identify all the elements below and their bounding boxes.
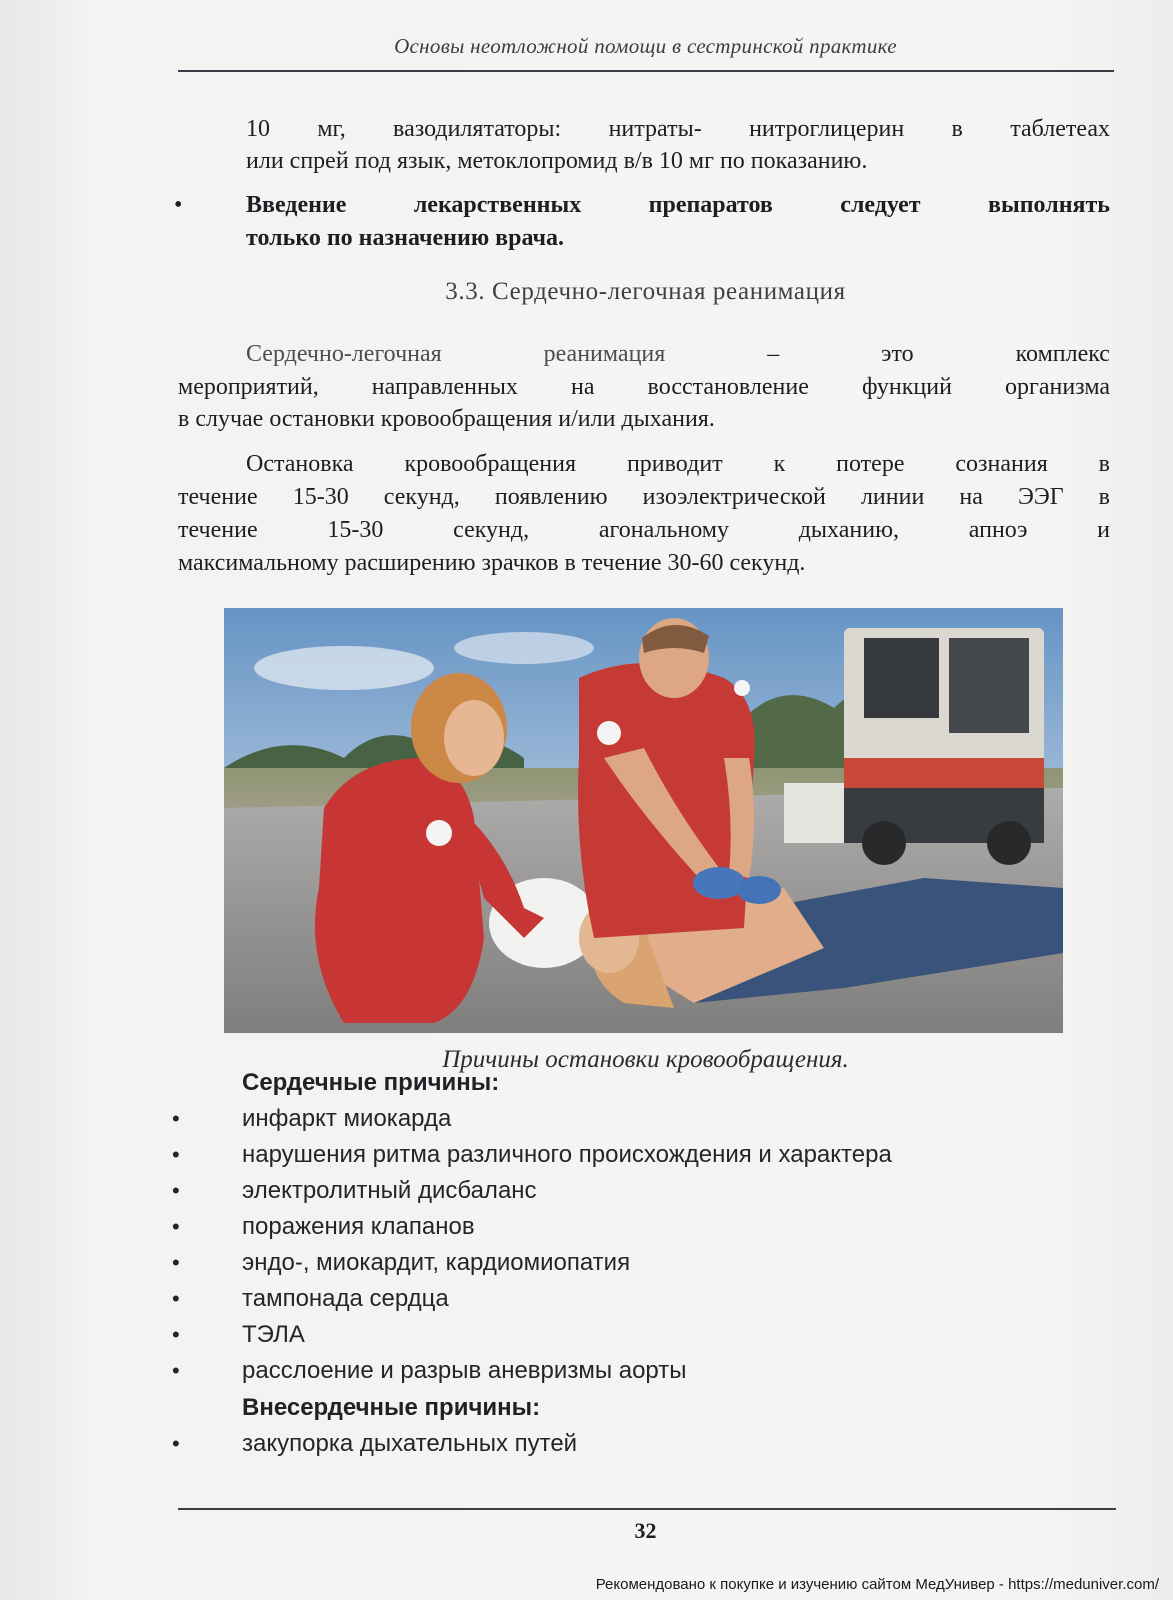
definition-dash: – xyxy=(767,341,780,367)
paragraph-2-line-3: течение 15-30 секунд, агональному дыханию, апноэ и xyxy=(178,517,1110,543)
definition-word-b: комплекс xyxy=(1015,341,1110,367)
list-bullet: • xyxy=(172,1431,180,1456)
cardiac-cause-item: электролитный дисбаланс xyxy=(242,1177,537,1204)
warning-line-2: только по назначению врача. xyxy=(246,225,565,251)
cardiac-cause-item: нарушения ритма различного происхождения и характера xyxy=(242,1141,892,1168)
list-bullet: • xyxy=(172,1286,180,1311)
paragraph-2-line-2: течение 15-30 секунд, появлению изоэлектрической линии на ЭЭГ в xyxy=(178,484,1110,510)
running-header: Основы неотложной помощи в сестринской практике xyxy=(394,34,897,58)
source-watermark: Рекомендовано к покупке и изучению сайтом МедУнивер - https://meduniver.com/ xyxy=(595,1576,1159,1593)
footer-divider xyxy=(178,1508,1116,1510)
paragraph-2-line-1: Остановка кровообращения приводит к потере сознания в xyxy=(246,451,1110,477)
cardiac-cause-item: инфаркт миокарда xyxy=(242,1105,452,1132)
warning-bullet: • xyxy=(174,192,183,218)
list-bullet: • xyxy=(172,1214,180,1239)
cpr-photo xyxy=(224,608,1063,1033)
intro-line-1: 10 мг, вазодилятаторы: нитраты- нитроглицерин в таблетеах xyxy=(246,116,1110,142)
intro-line-2: или спрей под язык, метоклопромид в/в 10 мг по показанию. xyxy=(246,148,868,174)
definition-term-b: реанимация xyxy=(543,341,666,367)
definition-word-a: это xyxy=(881,341,914,367)
page-number: 32 xyxy=(634,1518,657,1543)
definition-line-1 xyxy=(246,338,1110,370)
paragraph-2-line-4: максимальному расширению зрачков в течение 30-60 секунд. xyxy=(178,550,806,576)
definition-line-3: в случае остановки кровообращения и/или дыхания. xyxy=(178,406,715,432)
cardiac-cause-item: расслоение и разрыв аневризмы аорты xyxy=(242,1357,687,1384)
cardiac-cause-item: тампонада сердца xyxy=(242,1285,449,1312)
cardiac-causes-heading: Сердечные причины: xyxy=(242,1069,500,1096)
list-bullet: • xyxy=(172,1358,180,1383)
header-divider xyxy=(178,70,1114,72)
cardiac-cause-item: поражения клапанов xyxy=(242,1213,475,1240)
figure-caption: Причины остановки кровообращения. xyxy=(442,1046,849,1073)
list-bullet: • xyxy=(172,1322,180,1347)
cardiac-cause-item: эндо-, миокардит, кардиомиопатия xyxy=(242,1249,631,1276)
definition-line-2: мероприятий, направленных на восстановление функций организма xyxy=(178,374,1110,400)
list-bullet: • xyxy=(172,1142,180,1167)
list-bullet: • xyxy=(172,1178,180,1203)
extracardiac-causes-heading: Внесердечные причины: xyxy=(242,1394,541,1421)
warning-line-1: Введение лекарственных препаратов следует выполнять xyxy=(246,192,1110,218)
list-bullet: • xyxy=(172,1250,180,1275)
cardiac-cause-item: ТЭЛА xyxy=(242,1321,305,1348)
definition-term-a: Сердечно-легочная xyxy=(246,341,442,367)
list-bullet: • xyxy=(172,1106,180,1131)
section-title: 3.3. Сердечно-легочная реанимация xyxy=(445,278,846,305)
extracardiac-cause-item: закупорка дыхательных путей xyxy=(242,1430,578,1457)
